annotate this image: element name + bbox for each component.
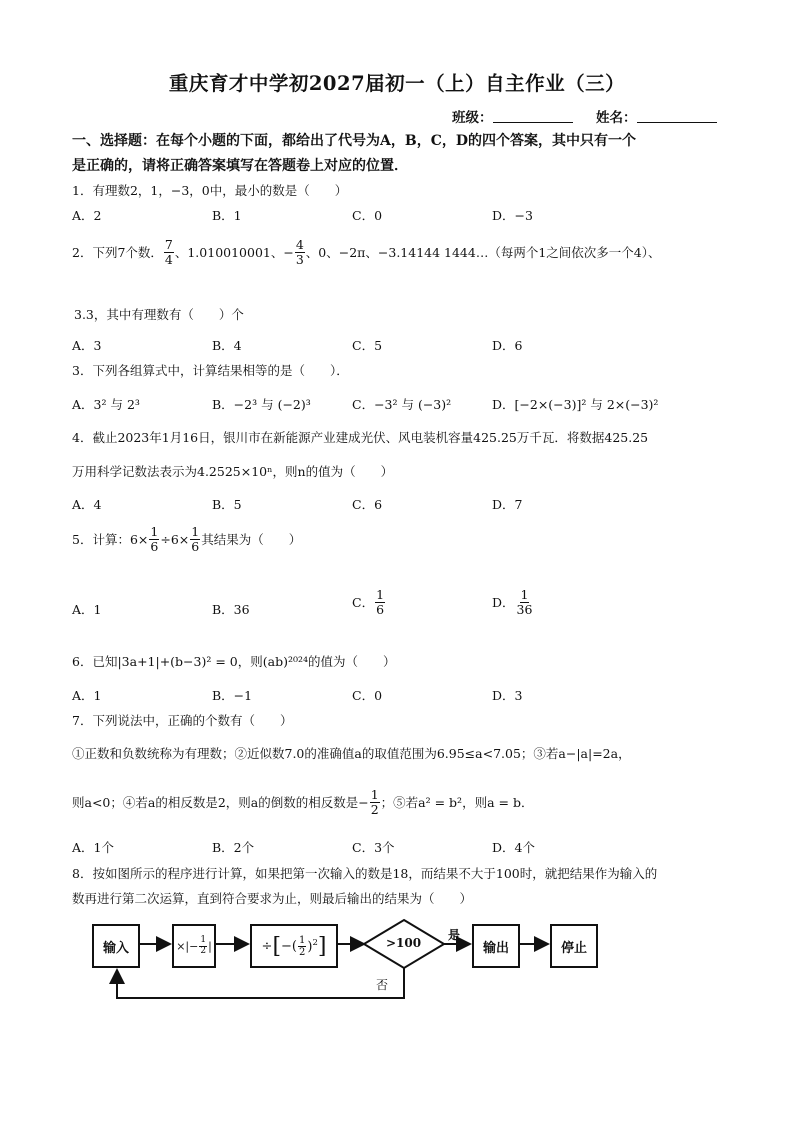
q3-option-a[interactable]: A．3² 与 2³: [72, 397, 140, 412]
q5-option-b[interactable]: B．36: [212, 602, 250, 617]
q4-option-a[interactable]: A．4: [72, 497, 102, 512]
flow-no-label: 否: [376, 978, 389, 992]
section-heading: 一、选择题：在每个小题的下面，都给出了代号为A，B，C，D的四个答案，其中只有一个: [72, 133, 636, 149]
q2-option-b[interactable]: B．4: [212, 338, 242, 353]
q5-option-c-fraction: $\frac{1}{6}$: [376, 587, 385, 617]
q2-stem-end: 、0、−2π、−3.14144 1444…（每两个1之间依次多一个4）、: [305, 245, 661, 261]
q2-stem-mid: 、1.010010001、−: [174, 245, 294, 261]
arrow-loop-back: [117, 968, 404, 998]
q7-stem: 7．下列说法中，正确的个数有（ ）: [72, 713, 293, 728]
flow-condition-label: >100: [386, 936, 422, 950]
q5-option-c[interactable]: C． $\frac{1}{6}$: [352, 587, 385, 617]
q8-stem: 8．按如图所示的程序进行计算，如果把第一次输入的数是18，而结果不大于100时，就把结果作为输入的: [72, 866, 658, 881]
q6-option-d[interactable]: D．3: [492, 688, 523, 703]
q4-option-b[interactable]: B．5: [212, 497, 242, 512]
q3-option-c[interactable]: C．−3² 与 (−3)²: [352, 397, 452, 412]
q2-fraction-2: $\frac{4}{3}$: [295, 237, 304, 267]
q6-option-c[interactable]: C．0: [352, 688, 383, 703]
q6-stem: 6．已知|3a+1|+(b−3)² = 0，则(ab)²⁰²⁴的值为（ ）: [72, 654, 396, 669]
q5-fraction-2: $\frac{1}{6}$: [191, 524, 200, 554]
q7-line2-start: 则a<0；④若a的相反数是2，则a的倒数的相反数是−: [72, 795, 369, 811]
name-label: 姓名：: [596, 110, 637, 126]
q5-stem-end: 其结果为（ ）: [201, 532, 302, 548]
q5-option-d[interactable]: D． $\frac{1}{36}$: [492, 587, 533, 617]
flow-multiply-box: ×|− $\frac{1}{2}$ |: [172, 924, 216, 968]
q3-stem: 3．下列各组算式中，计算结果相等的是（ ）．: [72, 363, 349, 378]
q5-fraction-1: $\frac{1}{6}$: [150, 524, 159, 554]
q5-option-d-fraction: $\frac{1}{36}$: [516, 587, 533, 617]
q2-fraction-1: $\frac{7}{4}$: [164, 237, 173, 267]
q4-option-d[interactable]: D．7: [492, 497, 523, 512]
q6-option-a[interactable]: A．1: [72, 688, 102, 703]
section-heading-cont: 是正确的，请将正确答案填写在答题卷上对应的位置．: [72, 158, 408, 174]
flow-stop-box: 停止: [550, 924, 598, 968]
q3-option-d[interactable]: D．[−2×(−3)]² 与 2×(−3)²: [492, 397, 659, 412]
q8-stem-cont: 数再进行第二次运算，直到符合要求为止，则最后输出的结果为（ ）: [72, 891, 473, 906]
q4-option-c[interactable]: C．6: [352, 497, 383, 512]
flow-output-box: 输出: [472, 924, 520, 968]
q7-fraction: $\frac{1}{2}$: [370, 787, 379, 817]
class-label: 班级：: [452, 110, 493, 126]
q2-option-a[interactable]: A．3: [72, 338, 102, 353]
q1-option-b[interactable]: B．1: [212, 208, 242, 223]
q2-option-c[interactable]: C．5: [352, 338, 383, 353]
q7-option-b[interactable]: B．2个: [212, 840, 255, 855]
q6-option-b[interactable]: B．−1: [212, 688, 253, 703]
q7-statement-line1: ①正数和负数统称为有理数；②近似数7.0的准确值a的取值范围为6.95≤a<7.05；③若a−|a|=2a，: [72, 746, 631, 761]
flow-divide-box: ÷ [ −( $\frac{1}{2}$ )$^2$ ]: [250, 924, 338, 968]
q5-stem-start: 5．计算：6×: [72, 532, 149, 548]
flow-yes-label: 是: [448, 928, 461, 942]
page-title: 重庆育才中学初2027届初一（上）自主作业（三）: [168, 72, 626, 95]
q1-option-d[interactable]: D．−3: [492, 208, 533, 223]
q7-option-d[interactable]: D．4个: [492, 840, 535, 855]
q2-stem-cont: 3.3，其中有理数有（ ）个: [74, 307, 244, 322]
q3-option-b[interactable]: B．−2³ 与 (−2)³: [212, 397, 311, 412]
q2-option-d[interactable]: D．6: [492, 338, 523, 353]
q7-option-a[interactable]: A．1个: [72, 840, 114, 855]
q2-stem-start: 2．下列7个数．: [72, 245, 163, 261]
q5-stem-mid: ÷6×: [160, 531, 190, 547]
q4-stem: 4．截止2023年1月16日，银川市在新能源产业建成光伏、风电装机容量425.25万千瓦．将数据425.25: [72, 430, 649, 445]
q1-option-a[interactable]: A．2: [72, 208, 102, 223]
flow-input-box: 输入: [92, 924, 140, 968]
q5-option-a[interactable]: A．1: [72, 602, 102, 617]
q7-option-c[interactable]: C．3个: [352, 840, 395, 855]
q1-stem: 1．有理数2，1，−3，0中，最小的数是（ ）: [72, 183, 348, 198]
q7-line2-end: ；⑤若a² = b²，则a = b．: [380, 795, 534, 811]
q1-option-c[interactable]: C．0: [352, 208, 383, 223]
q4-stem-cont: 万用科学记数法表示为4.2525×10ⁿ，则n的值为（ ）: [72, 464, 394, 479]
